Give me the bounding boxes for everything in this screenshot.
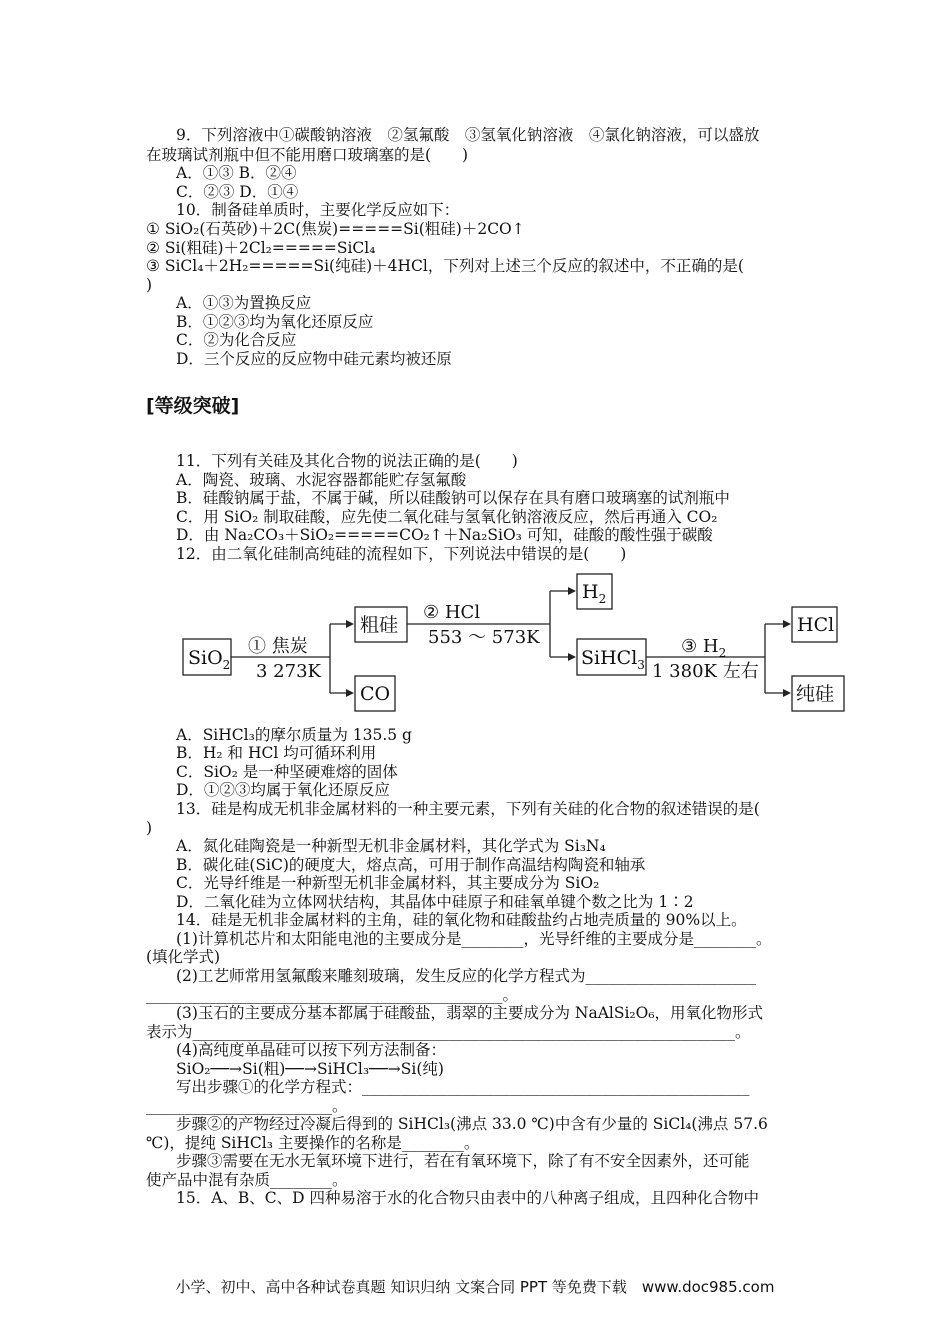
q12-option-c: C．SiO₂ 是一种坚硬难熔的固体 [176,763,398,781]
q12-option-a: A．SiHCl₃的摩尔质量为 135.5 g [176,726,412,744]
q14-part2-end: ______________________________________________。 [146,986,519,1004]
temperature-2: 553 ～ 573K [428,627,540,648]
q10-reaction-3-end: ) [146,276,153,294]
q11-option-c: C．用 SiO₂ 制取硅酸，应先使二氧化硅与氢氧化钠溶液反应，然后再通入 CO₂ [176,508,718,526]
section-heading: [等级突破] [146,395,240,417]
q14-part3: (3)玉石的主要成分基本都属于硅酸盐，翡翠的主要成分为 NaAlSi₂O₆，用氧化物形式 [176,1004,764,1022]
q14-step2-end: ℃)，提纯 SiHCl₃ 主要操作的名称是________。 [146,1134,480,1152]
q14-step3: 步骤③需要在无水无氧环境下进行，若在有氧环境下，除了有不安全因素外，还可能 [176,1152,750,1170]
arrowhead-hcl [783,620,791,628]
q9-options-cd: C．②③ D．①④ [176,183,299,201]
q13-option-d: D．二氧化硅为立体网状结构，其晶体中硅原子和硅氧单键个数之比为 1∶2 [176,893,694,911]
q13-stem-end: ) [146,819,153,837]
label-h2: $H_2$ [582,581,607,606]
q10-option-a: A．①③为置换反应 [176,294,312,312]
q9-stem-line1: 9．下列溶液中①碳酸钠溶液 ②氢氟酸 ③氢氧化钠溶液 ④氯化钠溶液，可以盛放 [176,126,760,144]
arrowhead-crude [346,620,354,628]
label-co: CO [360,683,391,705]
label-hcl: HCl [797,614,835,636]
q10-option-b: B．①②③均为氧化还原反应 [176,313,374,331]
arrowhead-h2 [568,587,576,595]
q14-step3-end: 使产品中混有杂质________。 [146,1171,348,1189]
q14-step2: 步骤②的产物经过冷凝后得到的 SiHCl₃(沸点 33.0 ℃)中含有少量的 SiCl₄(沸点 57.6 [176,1115,768,1133]
q13-option-a: A．氮化硅陶瓷是一种新型无机非金属材料，其化学式为 Si₃N₄ [176,837,606,855]
q14-part2: (2)工艺师常用氢氟酸来雕刻玻璃，发生反应的化学方程式为______________________ [176,967,756,985]
temperature-1: 3 273K [256,661,321,682]
condition-1: ① 焦炭 [248,636,308,657]
condition-2: ② HCl [423,602,481,623]
arrowhead-pure [783,689,791,697]
q14-part4-question: 写出步骤①的化学方程式：__________________________________________________ [176,1078,750,1096]
q13-option-c: C．光导纤维是一种新型无机非金属材料，其主要成分为 SiO₂ [176,874,600,892]
q11-option-a: A．陶瓷、玻璃、水泥容器都能贮存氢氟酸 [176,471,467,489]
q14-part4: (4)高纯度单晶硅可以按下列方法制备： [176,1041,446,1059]
label-sihcl3: SiHCl$_3$ [581,647,645,672]
q10-reaction-3: ③ SiCl₄＋2H₂=====Si(纯硅)＋4HCl，下列对上述三个反应的叙述中，不正确的是( [146,257,744,275]
q10-stem: 10．制备硅单质时，主要化学反应如下： [176,201,460,219]
q9-stem-line2: 在玻璃试剂瓶中但不能用磨口玻璃塞的是( ) [146,146,469,164]
q14-part1: (1)计算机芯片和太阳能电池的主要成分是________，光导纤维的主要成分是________。 [176,930,772,948]
q11-option-b: B．硅酸钠属于盐，不属于碱，所以硅酸钠可以保存在具有磨口玻璃塞的试剂瓶中 [176,489,730,507]
label-crude-si: 粗硅 [360,614,399,636]
q13-stem: 13．硅是构成无机非金属材料的一种主要元素，下列有关硅的化合物的叙述错误的是( [176,800,760,818]
label-sio2: SiO$_2$ [188,647,231,672]
q15-stem: 15．A、B、C、D 四种易溶于水的化合物只由表中的八种离子组成，且四种化合物中 [176,1189,760,1207]
q12-option-d: D．①②③均属于氧化还原反应 [176,781,390,799]
q10-option-c: C．②为化合反应 [176,331,297,349]
arrowhead-sihcl3 [568,653,576,661]
q13-option-b: B．碳化硅(SiC)的硬度大，熔点高，可用于制作高温结构陶瓷和轴承 [176,856,646,874]
q12-option-b: B．H₂ 和 HCl 均可循环利用 [176,744,377,762]
condition-3: ③ $H_2$ [681,636,727,660]
q12-stem: 12．由二氧化硅制高纯硅的流程如下，下列说法中错误的是( ) [176,545,627,563]
label-pure-si: 纯硅 [796,683,835,705]
q14-part4-question-end: ________________________。 [146,1097,348,1115]
q10-option-d: D．三个反应的反应物中硅元素均被还原 [176,350,452,368]
q14-part4-flow: SiO₂──→Si(粗)──→SiHCl₃──→Si(纯) [176,1060,444,1078]
page-footer: 小学、初中、高中各种试卷真题 知识归纳 文案合同 PPT 等免费下载 www.doc985.com [175,1278,775,1296]
q14-part1-end: (填化学式) [146,948,221,966]
arrowhead-co [346,689,354,697]
q10-reaction-2: ② Si(粗硅)＋2Cl₂=====SiCl₄ [146,239,376,257]
q9-options-ab: A．①③ B．②④ [176,164,297,182]
q11-option-d: D．由 Na₂CO₃＋SiO₂=====CO₂↑＋Na₂SiO₃ 可知，硅酸的酸性强于碳酸 [176,526,713,544]
q11-stem: 11．下列有关硅及其化合物的说法正确的是( ) [176,452,518,470]
q14-part3-end: 表示为______________________________________________________________________。 [146,1023,751,1041]
q14-stem: 14．硅是无机非金属材料的主角，硅的氧化物和硅酸盐约占地壳质量的 90%以上。 [176,911,747,929]
temperature-3: 1 380K 左右 [652,661,759,682]
q10-reaction-1: ① SiO₂(石英砂)＋2C(焦炭)=====Si(粗硅)＋2CO↑ [146,220,525,238]
